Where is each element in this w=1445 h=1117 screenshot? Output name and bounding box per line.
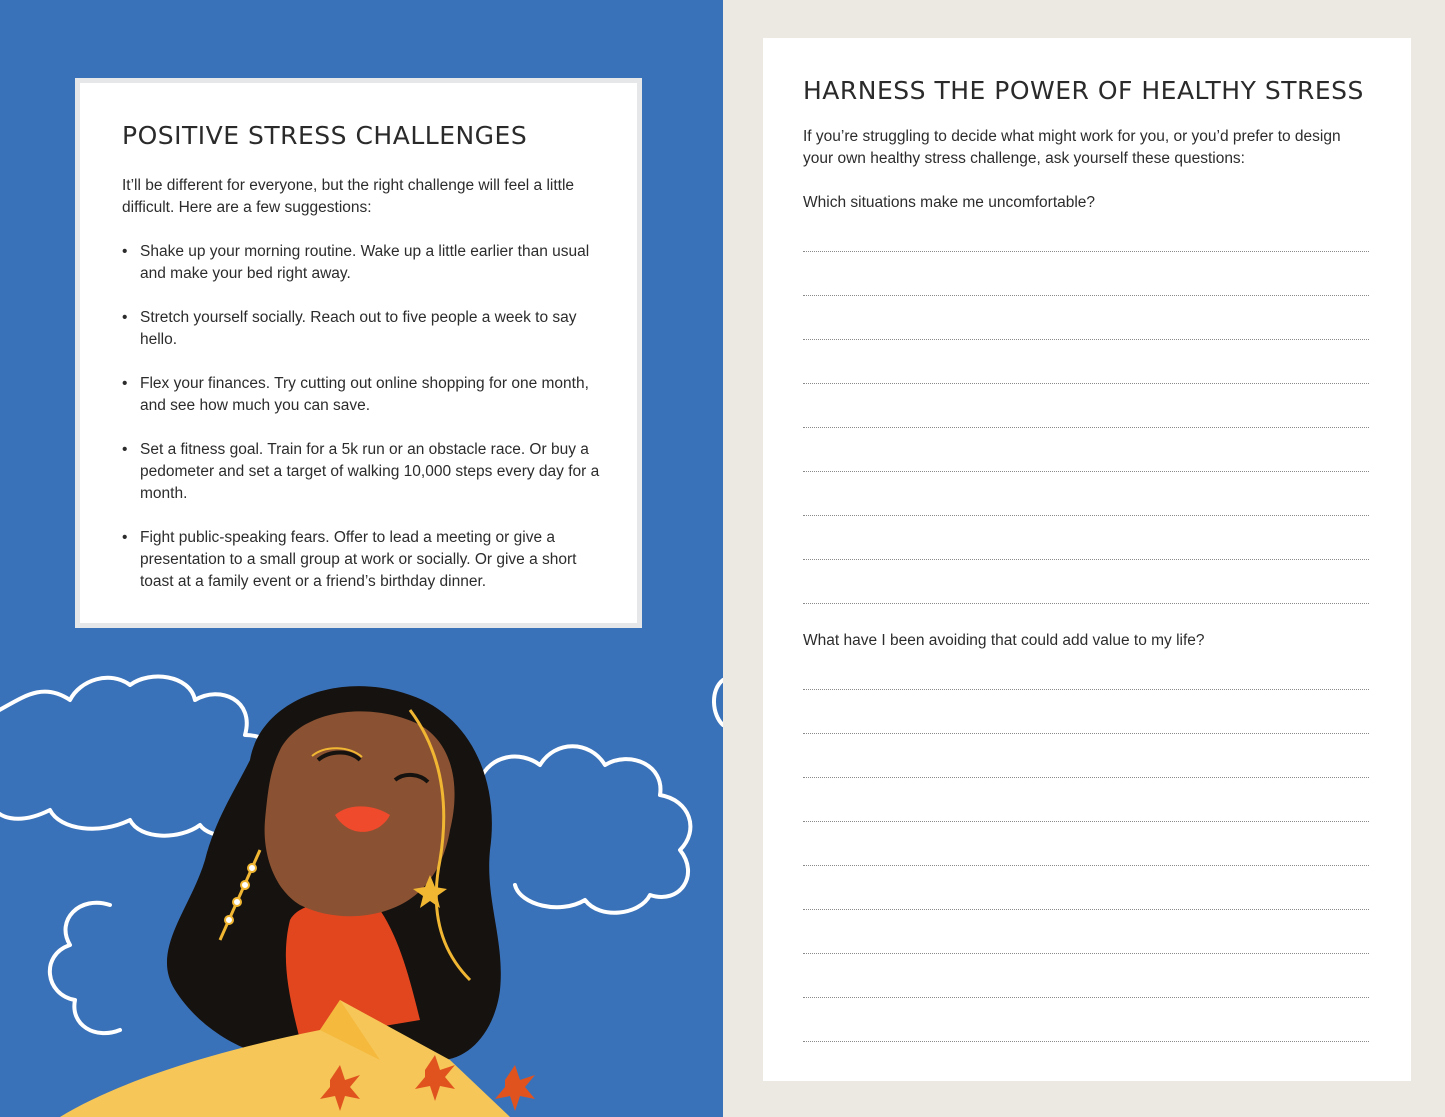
cloud-bottom-left [50, 903, 120, 1033]
bullet-icon: • [122, 529, 128, 546]
suggestion-item: • Shake up your morning routine. Wake up a little earlier than usual and make your bed right away. [122, 243, 590, 282]
worksheet-intro: If you’re struggling to decide what might work for you, or you’d prefer to design your own healthy stress challenge, ask yourself these questions: [803, 128, 1341, 167]
answer-lines-2[interactable] [803, 646, 1369, 1042]
writing-line[interactable] [803, 866, 1369, 910]
writing-line[interactable] [803, 646, 1369, 690]
woman-illustration [0, 640, 723, 1117]
writing-line[interactable] [803, 428, 1369, 472]
card-title: POSITIVE STRESS CHALLENGES [122, 121, 528, 150]
writing-line[interactable] [803, 690, 1369, 734]
worksheet-title: HARNESS THE POWER OF HEALTHY STRESS [803, 76, 1364, 105]
question-1: Which situations make me uncomfortable? [803, 194, 1096, 211]
suggestion-item: • Stretch yourself socially. Reach out to five people a week to say hello. [122, 309, 577, 348]
writing-line[interactable] [803, 910, 1369, 954]
cloud-edge [714, 680, 723, 725]
worksheet [763, 38, 1411, 1081]
writing-line[interactable] [803, 296, 1369, 340]
writing-line[interactable] [803, 998, 1369, 1042]
writing-line[interactable] [803, 340, 1369, 384]
writing-line[interactable] [803, 822, 1369, 866]
suggestion-item: • Flex your finances. Try cutting out online shopping for one month, and see how much you can save. [122, 375, 589, 414]
bullet-icon: • [122, 375, 128, 392]
cloud-right [480, 746, 690, 912]
writing-line[interactable] [803, 778, 1369, 822]
suggestion-item: • Fight public-speaking fears. Offer to lead a meeting or give a presentation to a small group at work or socially. Or give a short toast at a family event or a friend’s birthday dinner. [122, 529, 577, 590]
writing-line[interactable] [803, 734, 1369, 778]
right-page [723, 0, 1445, 1117]
bullet-icon: • [122, 243, 128, 260]
writing-line[interactable] [803, 252, 1369, 296]
bullet-icon: • [122, 441, 128, 458]
writing-line[interactable] [803, 516, 1369, 560]
question-2: What have I been avoiding that could add value to my life? [803, 632, 1205, 649]
suggestions-card [75, 78, 642, 628]
writing-line[interactable] [803, 384, 1369, 428]
shirt-flower [495, 1065, 535, 1111]
answer-lines-1[interactable] [803, 208, 1369, 604]
card-intro: It’ll be different for everyone, but the right challenge will feel a little difficult. Here are a few suggestions: [122, 177, 575, 216]
writing-line[interactable] [803, 208, 1369, 252]
suggestion-list [122, 241, 602, 615]
suggestion-item: • Set a fitness goal. Train for a 5k run or an obstacle race. Or buy a pedometer and set a target of walking 10,000 steps every day for a month. [122, 441, 600, 502]
writing-line[interactable] [803, 954, 1369, 998]
writing-line[interactable] [803, 560, 1369, 604]
writing-line[interactable] [803, 472, 1369, 516]
bullet-icon: • [122, 309, 128, 326]
